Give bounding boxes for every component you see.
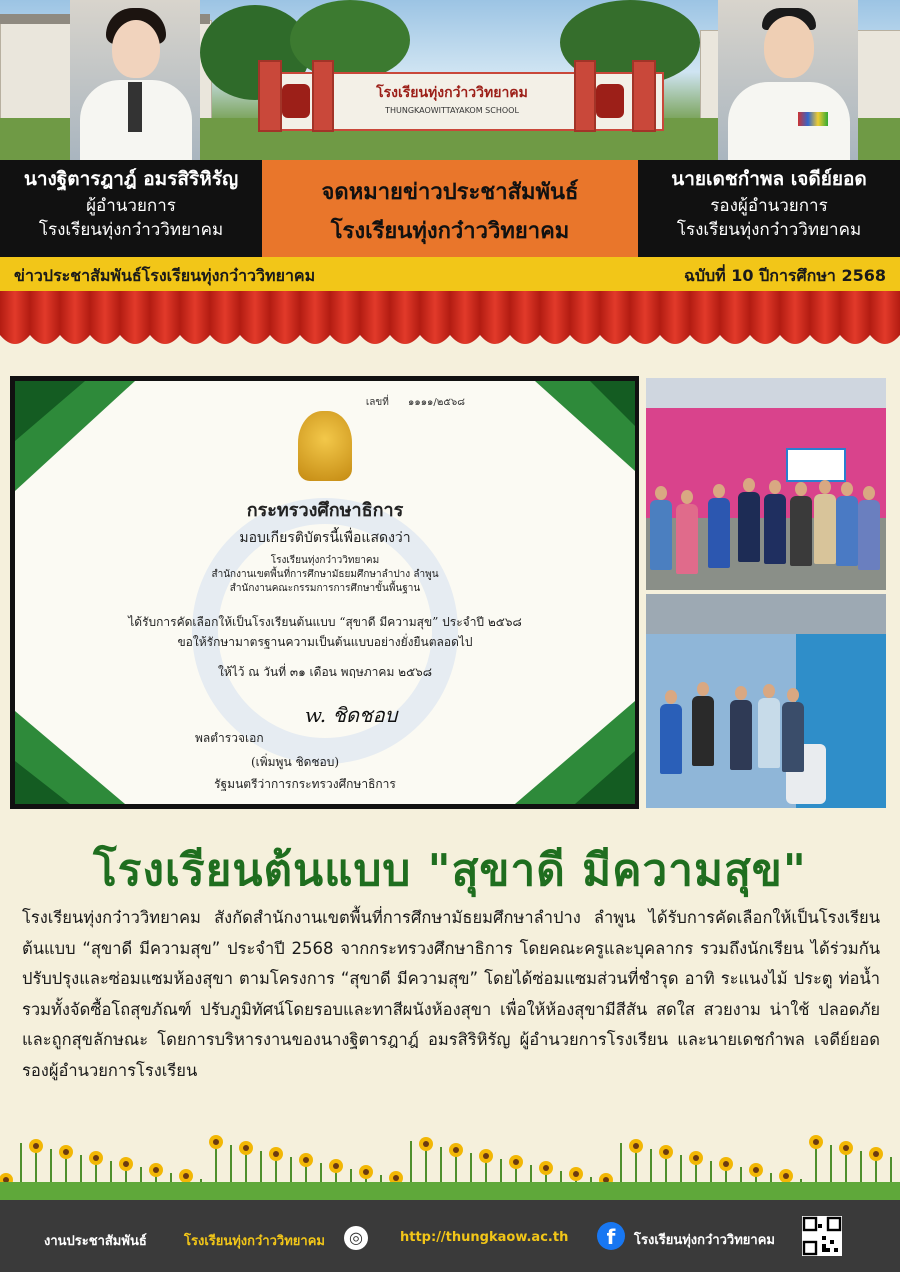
curtain-fold [120, 291, 150, 344]
face [764, 16, 814, 78]
gate-pillar [258, 60, 282, 132]
curtain-fold [420, 291, 450, 344]
deputy-name-box [638, 160, 900, 257]
gate-pillar [574, 60, 596, 132]
issue-info-bar [0, 257, 900, 291]
group-photo-restroom-inside [646, 594, 886, 808]
person-body [676, 504, 698, 574]
sunflower-center [723, 1161, 729, 1167]
curtain-fold [810, 291, 840, 344]
sunflower-center [33, 1143, 39, 1149]
person-head [795, 482, 807, 496]
newsletter-title-box [262, 160, 638, 257]
person-head [763, 684, 775, 698]
certificate-signature: w. ชิดชอบ [305, 703, 398, 727]
deputy-name: นายเดชกำพล เจดีย์ยอด [671, 168, 867, 190]
medal-ribbons [798, 112, 828, 126]
curtain-fold [750, 291, 780, 344]
roof-area [646, 378, 886, 408]
certificate-number-row [366, 395, 465, 410]
tree [290, 0, 410, 80]
person-body [730, 700, 752, 770]
person-body [758, 698, 780, 768]
certificate-signer-rank: พลตำรวจเอก [195, 731, 264, 745]
flower-decoration [0, 1110, 900, 1200]
curtain-fold [390, 291, 420, 344]
qr-code-icon[interactable] [802, 1216, 842, 1256]
person-head [787, 688, 799, 702]
curtain-fold [180, 291, 210, 344]
certificate-number-label: เลขที่ [365, 397, 389, 408]
deputy-school: โรงเรียนทุ่งกว๋าววิทยาคม [676, 220, 862, 240]
person-body [692, 696, 714, 766]
person-head [841, 482, 853, 496]
certificate-school: โรงเรียนทุ่งกว๋าววิทยาคม [270, 555, 380, 566]
school-emblem-right [596, 84, 624, 118]
headline: โรงเรียนต้นแบบ "สุขาดี มีความสุข" [93, 845, 807, 896]
curtain-fold [270, 291, 300, 344]
curtain-fold [150, 291, 180, 344]
globe-icon: ◎ [344, 1226, 368, 1250]
sunflower-center [633, 1143, 639, 1149]
person-head [697, 682, 709, 696]
sunflower-center [873, 1151, 879, 1157]
person-body [738, 492, 760, 562]
director-school: โรงเรียนทุ่งกว๋าววิทยาคม [38, 220, 224, 240]
curtain-fold [90, 291, 120, 344]
director-name-box [0, 160, 262, 257]
header-photo-band [0, 0, 900, 160]
certificate-line-2: ขอให้รักษามาตรฐานความเป็นต้นแบบอย่างยั่งยืนตลอดไป [177, 635, 473, 649]
curtain-fold [570, 291, 600, 344]
sunflower-center [363, 1169, 369, 1175]
article-body: โรงเรียนทุ่งกว๋าววิทยาคม สังกัดสำนักงานเขตพื้นที่การศึกษามัธยมศึกษาลำปาง ลำพูน ได้รับการคัดเลือกให้เป็นโรงเรียนต้นแบบ “สุขาดี มีความสุข” ประจำปี 2568 จากกระทรวงศึกษาธิการ โดยคณะครูและบุคลากร รวมถึงนักเรียน ได้ร่วมกันปรับปรุงและซ่อมแซมห้องสุขา ตามโครงการ “สุขาดี มีความสุข” โดยได้ซ่อมแซมส่วนที่ชำรุด อาทิ ระแนงไม้ ประตู ท่อน้ำ รวมทั้งจัดซื้อโถสุขภัณฑ์ ปรับภูมิทัศน์โดยรอบและทาสีผนังห้องสุขา เพื่อให้ห้องสุขามีสีสัน สดใส สวยงาม น่าใช้ ปลอดภัย และถูกสุขลักษณะ โดยการบริหารงานของนางฐิตารฎาฎ์ อมรสิริหิรัญ ผู้อำนวยการโรงเรียน และนายเดชกำพล เจดีย์ยอด รองผู้อำนวยการโรงเรียน [22, 908, 880, 1080]
footer-school-link[interactable]: โรงเรียนทุ่งกว๋าววิทยาคม [184, 1234, 325, 1249]
sunflower-center [813, 1139, 819, 1145]
curtain-fold [450, 291, 480, 344]
curtain-fold [60, 291, 90, 344]
certificate-image [15, 381, 635, 804]
sunflower-center [393, 1175, 399, 1181]
curtain-fold [840, 291, 870, 344]
ministry-emblem-icon [298, 411, 352, 481]
person-head [681, 490, 693, 504]
curtain-fold [330, 291, 360, 344]
school-sign-thai: โรงเรียนทุ่งกว๋าววิทยาคม [376, 85, 528, 101]
person-head [665, 690, 677, 704]
group-photo-restroom-front [646, 378, 886, 590]
certificate-office-2: สำนักงานคณะกรรมการการศึกษาขั้นพื้นฐาน [229, 583, 421, 594]
curtain-fold [600, 291, 630, 344]
sunflower-center [453, 1147, 459, 1153]
newsletter-title-line-1: จดหมายข่าวประชาสัมพันธ์ [321, 180, 579, 205]
sunflower-center [753, 1167, 759, 1173]
tie [128, 82, 142, 132]
footer-facebook-page[interactable]: โรงเรียนทุ่งกว๋าววิทยาคม [634, 1233, 775, 1248]
school-gate-sign [336, 82, 568, 122]
person-body [650, 500, 672, 570]
footer-website-link[interactable]: http://thungkaow.ac.th [400, 1230, 569, 1245]
person-head [863, 486, 875, 500]
sunflower-center [843, 1145, 849, 1151]
school-emblem-left [282, 84, 310, 118]
grass-strip [0, 1182, 900, 1200]
sunflower-center [513, 1159, 519, 1165]
curtain-fold [690, 291, 720, 344]
sunflower-center [423, 1141, 429, 1147]
curtain-fold [360, 291, 390, 344]
curtain-fold [660, 291, 690, 344]
curtain-fold [540, 291, 570, 344]
person-body [708, 498, 730, 568]
person-head [713, 484, 725, 498]
curtain-fold [510, 291, 540, 344]
certificate-signer-position: รัฐมนตรีว่าการกระทรวงศึกษาธิการ [214, 777, 396, 791]
deputy-director-portrait [718, 0, 858, 160]
certificate-signer-name: (เพิ่มพูน ชิดชอบ) [250, 755, 340, 769]
curtain-fold [0, 291, 30, 344]
sunflower-center [693, 1155, 699, 1161]
sunflower-center [543, 1165, 549, 1171]
sunflower-center [783, 1173, 789, 1179]
newsletter-label: ข่าวประชาสัมพันธ์โรงเรียนทุ่งกว๋าววิทยาคม [14, 266, 316, 285]
curtain-fold [210, 291, 240, 344]
sunflower-center [153, 1167, 159, 1173]
director-name: นางฐิตารฎาฎ์ อมรสิริหิรัญ [23, 168, 239, 190]
person-body [836, 496, 858, 566]
sunflower-center [483, 1153, 489, 1159]
sunflower-center [663, 1149, 669, 1155]
sunflower-center [303, 1157, 309, 1163]
curtain-fold [30, 291, 60, 344]
white-uniform [728, 82, 850, 160]
curtain-fold [480, 291, 510, 344]
person-body [814, 494, 836, 564]
certificate-date: ให้ไว้ ณ วันที่ ๓๑ เดือน พฤษภาคม ๒๕๖๘ [217, 665, 433, 679]
restroom-sign [786, 448, 846, 482]
curtain-fold [870, 291, 900, 344]
sunflower-center [213, 1139, 219, 1145]
sunflower-center [123, 1161, 129, 1167]
curtain-fold [240, 291, 270, 344]
person-body [782, 702, 804, 772]
person-head [735, 686, 747, 700]
curtain-fold [720, 291, 750, 344]
director-role: ผู้อำนวยการ [86, 196, 176, 216]
curtain-fold [300, 291, 330, 344]
sunflower-center [273, 1151, 279, 1157]
person-head [743, 478, 755, 492]
school-sign-english: THUNGKAOWITTAYAKOM SCHOOL [385, 106, 519, 115]
gate-pillar [312, 60, 334, 132]
person-body [858, 500, 880, 570]
sunflower-center [333, 1163, 339, 1169]
sunflower-center [93, 1155, 99, 1161]
newsletter-title-line-2: โรงเรียนทุ่งกว๋าววิทยาคม [330, 219, 570, 244]
person-body [660, 704, 682, 774]
certificate-ministry: กระทรวงศึกษาธิการ [246, 500, 404, 521]
footer [0, 1200, 900, 1272]
curtain-fold [630, 291, 660, 344]
curtain-fold [780, 291, 810, 344]
facebook-icon[interactable]: f [597, 1222, 625, 1250]
person-head [655, 486, 667, 500]
certificate-intro: มอบเกียรติบัตรนี้เพื่อแสดงว่า [239, 530, 411, 546]
person-body [764, 494, 786, 564]
gate-pillar [632, 60, 656, 132]
sunflower-center [63, 1149, 69, 1155]
footer-department: งานประชาสัมพันธ์ [44, 1234, 147, 1249]
director-portrait [70, 0, 200, 160]
issue-number: ฉบับที่ 10 ปีการศึกษา 2568 [683, 266, 886, 285]
face [112, 20, 160, 78]
person-body [790, 496, 812, 566]
roof-beams [646, 594, 886, 634]
sunflower-center [183, 1173, 189, 1179]
person-head [819, 480, 831, 494]
deputy-role: รองผู้อำนวยการ [710, 196, 828, 216]
person-head [769, 480, 781, 494]
sunflower-center [573, 1171, 579, 1177]
certificate-number: ๑๑๑๑/๒๕๖๘ [408, 397, 465, 408]
certificate-office-1: สำนักงานเขตพื้นที่การศึกษามัธยมศึกษาลำปาง ลำพูน [211, 569, 439, 580]
red-curtain-decoration [0, 291, 900, 351]
sunflower-center [243, 1145, 249, 1151]
certificate-line-1: ได้รับการคัดเลือกให้เป็นโรงเรียนต้นแบบ “สุขาดี มีความสุข” ประจำปี ๒๕๖๘ [128, 615, 522, 629]
